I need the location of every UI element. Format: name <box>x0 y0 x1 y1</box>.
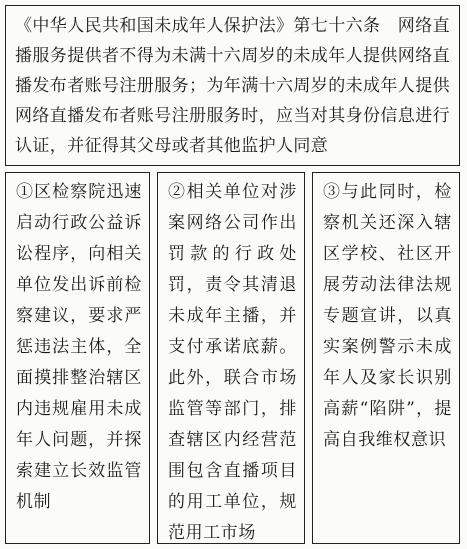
measure-box-2 <box>157 172 305 544</box>
measure-box-1 <box>5 172 150 544</box>
measure-box-3 <box>312 172 460 544</box>
law-article-box <box>5 5 460 166</box>
measure-text-1: ①区检察院迅速启动行政公益诉讼程序，向相关单位发出诉前检察建议，要求严惩违法主体，全面摸排整治辖区内违规雇用未成年人问题，并探索建立长效监管机制 <box>16 182 142 512</box>
law-article-text: 《中华人民共和国未成年人保护法》第七十六条 网络直播服务提供者不得为未满十六周岁的未成年人提供网络直播发布者账号注册服务；为年满十六周岁的未成年人提供网络直播发布者账号注册服务时，应当对其身份信息进行认证，并征得其父母或者其他监护人同意 <box>15 16 450 156</box>
measure-text-2: ②相关单位对涉案网络公司作出罚款的行政处罚，责令其清退未成年主播，并支付承诺底薪。此外，联合市场监管等部门，排查辖区内经营范围包含直播项目的用工单位，规范用工市场 <box>168 182 297 543</box>
measure-text-3: ③与此同时，检察机关还深入辖区学校、社区开展劳动法律法规专题宣讲，以真实案例警示未成年人及家长识别高薪“陷阱”，提高自我维权意识 <box>323 182 452 450</box>
